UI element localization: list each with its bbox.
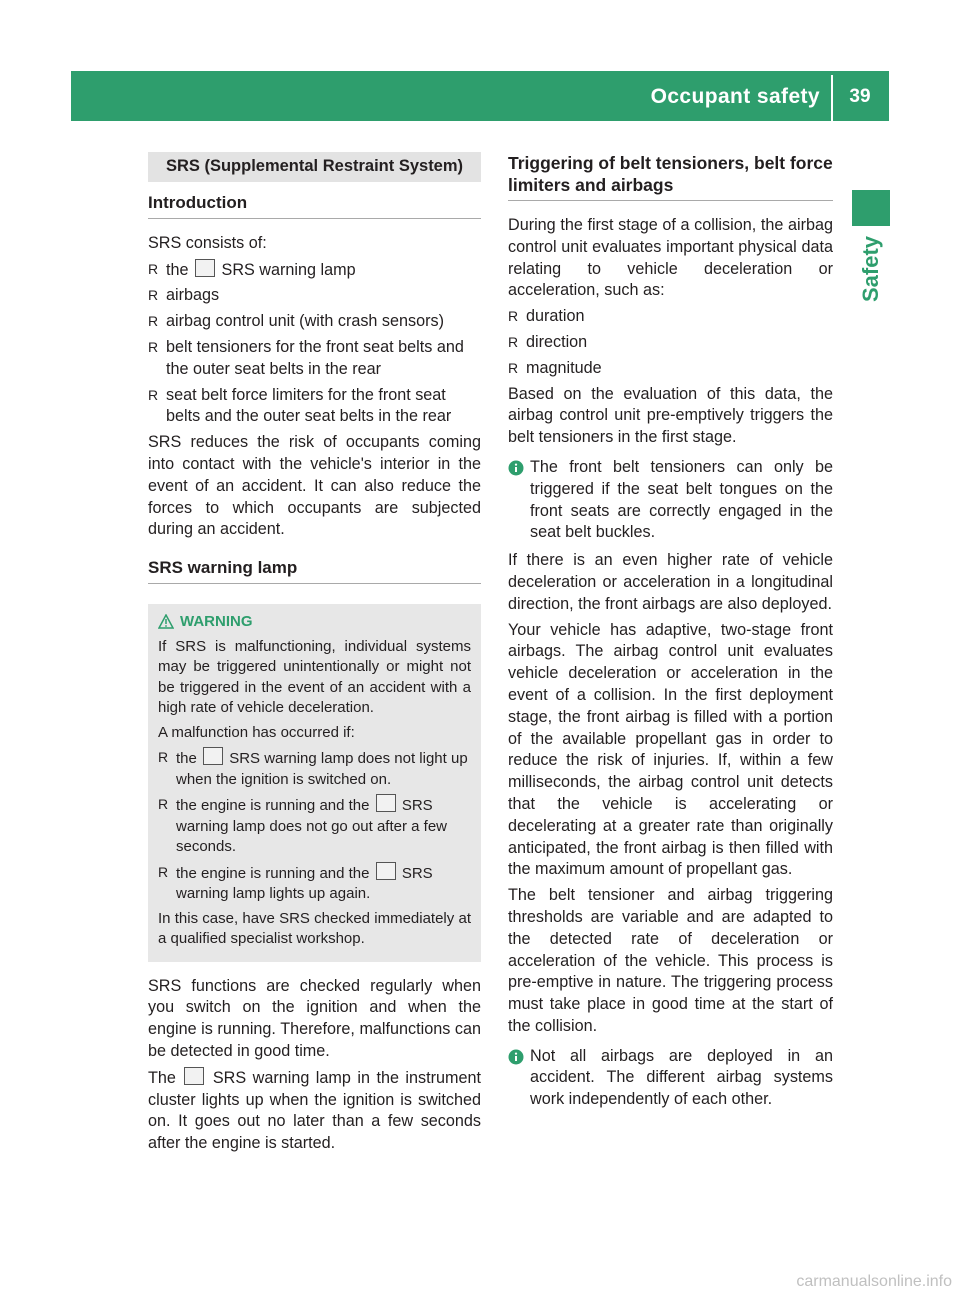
header-divider <box>831 75 833 121</box>
srs-warning-lamp-icon <box>376 794 396 812</box>
list-item: R the SRS warning lamp <box>148 259 481 282</box>
info-note: The front belt tensioners can only be triggered if the seat belt tongues on the front seats are correctly engaged in the seat belt buckles. <box>508 457 833 544</box>
info-note: Not all airbags are deployed in an accident. The different airbag systems work independently of each other. <box>508 1046 833 1111</box>
functions-paragraph: SRS functions are checked regularly when you switch on the ignition and when the engine is running. Therefore, malfunctions can be detected in good time. <box>148 976 481 1061</box>
cluster-paragraph: The SRS warning lamp in the instrument cluster lights up when the ignition is switched on. It goes out no later than a few seconds after the engine is started. <box>148 1068 482 1153</box>
paragraph: If there is an even higher rate of vehicle deceleration or acceleration in a longitudinal direction, the front airbags are also deployed. <box>508 551 833 613</box>
warning-triangle-icon <box>158 614 174 629</box>
warning-paragraph: If SRS is malfunctioning, individual systems may be triggered unintentionally or might not be triggered in the event of an accident with a high rate of vehicle deceleration. <box>158 637 471 717</box>
paragraph: Your vehicle has adaptive, two-stage front airbags. The airbag control unit evaluates vehicle deceleration or acceleration in the event of a collision. In the first deployment stage, the front airbag is filled with a portion of the available propellant gas in order to reduce the risk of injuries. If, within a few milliseconds, the airbag control unit detects that the vehicle is accelerating or decelerating at a greater rate than originally anticipated, the front airbag is then filled with the maximum amount of propellant gas. <box>508 620 833 879</box>
side-section-label: Safety <box>858 236 883 303</box>
list-item: R the engine is running and the SRS warning lamp does not go out after a few seconds. <box>158 794 471 858</box>
list-item: R airbag control unit (with crash sensors) <box>148 311 481 333</box>
malfunction-list <box>158 747 471 905</box>
section-title: SRS (Supplemental Restraint System) <box>148 152 481 182</box>
side-tab-marker <box>852 190 890 226</box>
list-item: R belt tensioners for the front seat belts and the outer seat belts in the rear <box>148 337 481 381</box>
srs-components-list <box>148 259 481 429</box>
list-item: R magnitude <box>508 358 833 380</box>
list-item: R airbags <box>148 285 481 307</box>
consists-of-text: SRS consists of: <box>148 233 267 252</box>
list-item: R the engine is running and the SRS warning lamp lights up again. <box>158 862 471 905</box>
warning-paragraph: A malfunction has occurred if: <box>158 723 355 741</box>
list-item: R direction <box>508 332 833 354</box>
srs-lamp-heading: SRS warning lamp <box>148 557 481 584</box>
warning-box <box>148 604 481 962</box>
info-icon <box>508 460 524 476</box>
page-title: Occupant safety <box>650 85 820 108</box>
triggering-heading: Triggering of belt tensioners, belt force limiters and airbags <box>508 152 833 201</box>
right-column <box>508 152 833 1117</box>
paragraph: Based on the evaluation of this data, the airbag control unit pre-emptively triggers the belt tensioners in the first stage. <box>508 384 833 447</box>
info-icon <box>508 1049 524 1065</box>
left-column <box>148 152 481 1159</box>
warning-title: WARNING <box>158 612 471 633</box>
list-item: R duration <box>508 306 833 328</box>
warning-paragraph: In this case, have SRS checked immediately at a qualified specialist workshop. <box>158 909 471 948</box>
list-item: R the SRS warning lamp does not light up when the ignition is switched on. <box>158 747 471 790</box>
srs-reduces-paragraph: SRS reduces the risk of occupants coming into contact with the vehicle's interior in the event of an accident. It can also reduce the forces to which occupants are subjected during an accident. <box>148 433 481 539</box>
paragraph: The belt tensioner and airbag triggering thresholds are variable and are adapted to the detected rate of deceleration or acceleration of the vehicle. This process is pre-emptive in nature. The triggering process must take place in good time at the start of the collision. <box>508 886 833 1035</box>
watermark: carmanualsonline.info <box>796 1273 952 1290</box>
srs-warning-lamp-icon <box>184 1067 204 1085</box>
introduction-heading: Introduction <box>148 192 481 219</box>
paragraph: During the first stage of a collision, the airbag control unit evaluates important physical data relating to vehicle deceleration or acceleration, such as: <box>508 216 833 300</box>
list-item: R seat belt force limiters for the front seat belts and the outer seat belts in the rear <box>148 385 481 429</box>
srs-warning-lamp-icon <box>203 747 223 765</box>
data-types-list <box>508 306 833 379</box>
srs-warning-lamp-icon <box>195 259 215 277</box>
page-number: 39 <box>849 86 871 107</box>
srs-warning-lamp-icon <box>376 862 396 880</box>
